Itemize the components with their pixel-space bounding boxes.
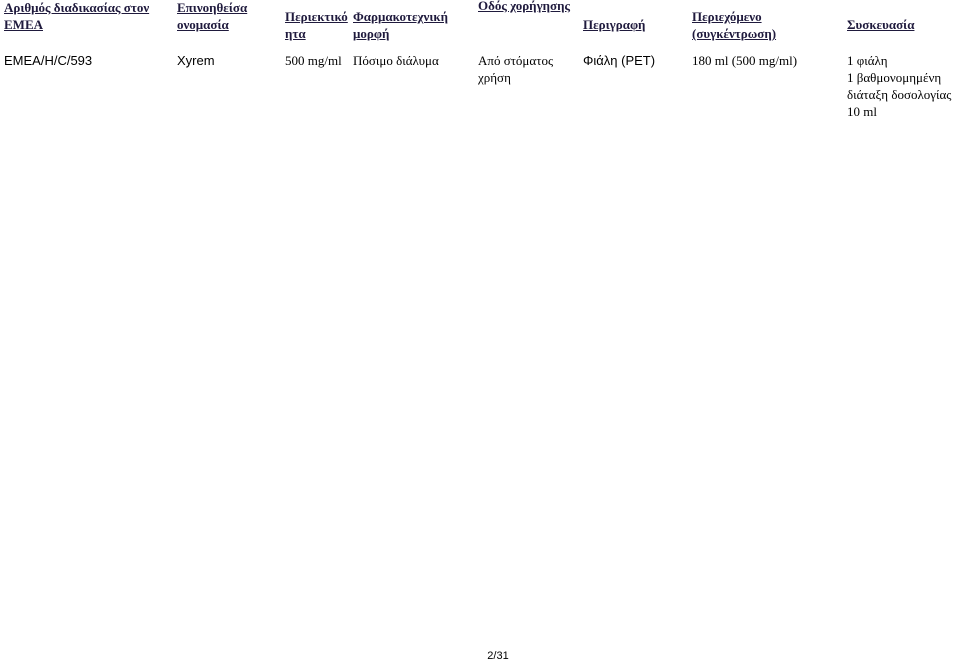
header-procedure-number xyxy=(4,0,149,33)
cell-packaging-line-1: 1 φιάλη xyxy=(847,53,888,68)
header-strength-line-1: Περιεκτικό xyxy=(285,9,348,24)
cell-packaging xyxy=(847,52,951,120)
header-content-line-1: Περιεχόμενο xyxy=(692,9,762,24)
page-number: 2/31 xyxy=(487,650,509,662)
header-description xyxy=(583,16,645,33)
cell-pharmaceutical-form: Πόσιμο διάλυμα xyxy=(353,53,439,68)
cell-strength: 500 mg/ml xyxy=(285,53,342,68)
header-pharmaceutical-form xyxy=(353,8,448,42)
header-invented-name-line-1: Επινοηθείσα xyxy=(177,0,248,15)
header-pharmaceutical-form-line-2: μορφή xyxy=(353,26,390,41)
cell-route-line-1: Από στόματος xyxy=(478,53,554,68)
header-procedure-number-line-1: Αριθμός διαδικασίας στον xyxy=(4,0,150,15)
header-route xyxy=(478,0,570,14)
cell-packaging-line-2: 1 βαθμονομημένη xyxy=(847,70,942,85)
cell-packaging-line-4: 10 ml xyxy=(847,104,877,119)
header-procedure-number-line-2: ΕΜΕΑ xyxy=(4,17,43,32)
header-content-line-2: (συγκέντρωση) xyxy=(692,26,777,41)
cell-content: 180 ml (500 mg/ml) xyxy=(692,53,798,68)
header-pharmaceutical-form-line-1: Φαρμακοτεχνική xyxy=(353,9,448,24)
cell-description: Φιάλη (PET) xyxy=(583,53,656,68)
header-content xyxy=(692,8,776,42)
cell-invented-name: Xyrem xyxy=(177,53,215,68)
header-strength-line-2: ητα xyxy=(285,26,306,41)
cell-route xyxy=(478,52,553,86)
header-packaging-line-1: Συσκευασία xyxy=(847,17,915,32)
cell-route-line-2: χρήση xyxy=(478,70,511,85)
header-packaging xyxy=(847,16,914,33)
header-invented-name-line-2: ονομασία xyxy=(177,17,229,32)
header-description-line-1: Περιγραφή xyxy=(583,17,646,32)
header-route-line-1: Οδός χορήγησης xyxy=(478,0,570,13)
cell-packaging-line-3: διάταξη δοσολογίας xyxy=(847,87,952,102)
cell-procedure-number: EMEA/H/C/593 xyxy=(4,53,93,68)
header-invented-name xyxy=(177,0,247,33)
header-strength xyxy=(285,8,348,42)
